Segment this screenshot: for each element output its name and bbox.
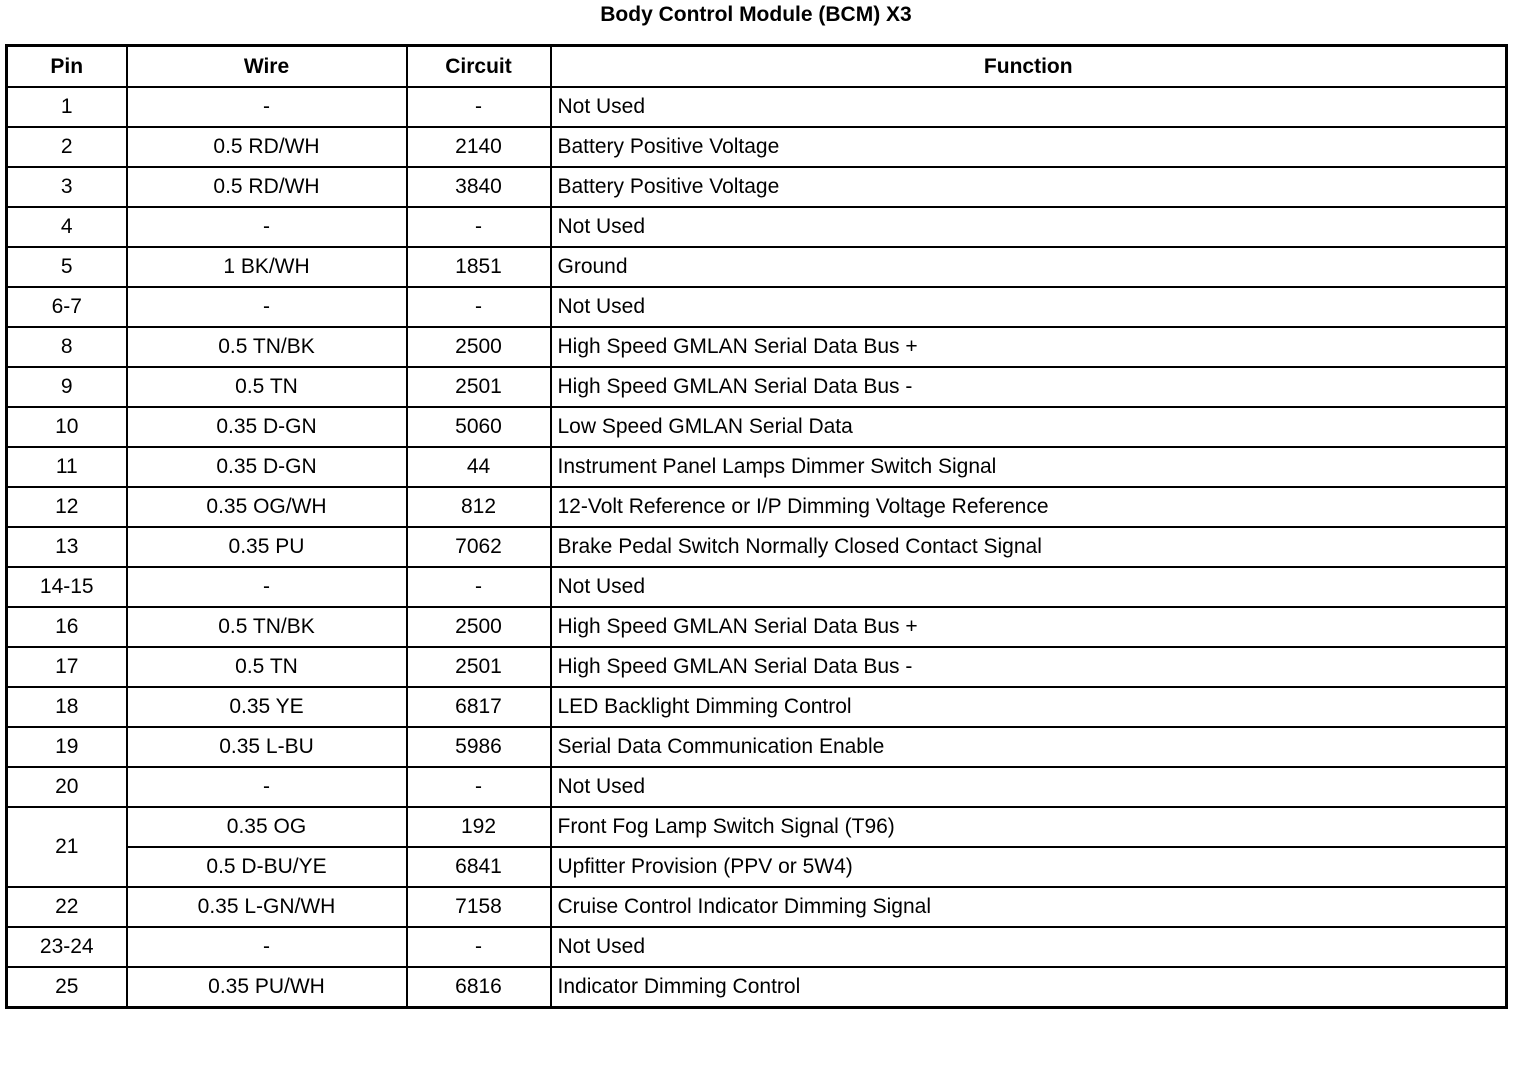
pin-cell: 1 bbox=[7, 87, 127, 127]
pin-cell: 6-7 bbox=[7, 287, 127, 327]
wire-cell: 0.5 TN/BK bbox=[127, 327, 407, 367]
table-row bbox=[7, 887, 1507, 927]
circuit-cell: 6841 bbox=[407, 847, 551, 887]
function-cell: Not Used bbox=[551, 87, 1507, 127]
function-cell: Low Speed GMLAN Serial Data bbox=[551, 407, 1507, 447]
wire-cell: 0.35 PU bbox=[127, 527, 407, 567]
function-cell: Brake Pedal Switch Normally Closed Contact Signal bbox=[551, 527, 1507, 567]
function-cell: High Speed GMLAN Serial Data Bus - bbox=[551, 647, 1507, 687]
pin-cell: 17 bbox=[7, 647, 127, 687]
wire-cell: 0.35 YE bbox=[127, 687, 407, 727]
circuit-cell: 2140 bbox=[407, 127, 551, 167]
pin-cell: 11 bbox=[7, 447, 127, 487]
function-cell: Serial Data Communication Enable bbox=[551, 727, 1507, 767]
pin-cell: 22 bbox=[7, 887, 127, 927]
pin-cell: 19 bbox=[7, 727, 127, 767]
table-row bbox=[7, 567, 1507, 607]
column-header-function: Function bbox=[551, 46, 1507, 88]
wire-cell: - bbox=[127, 87, 407, 127]
table-header-row bbox=[7, 46, 1507, 88]
pin-cell: 16 bbox=[7, 607, 127, 647]
circuit-cell: - bbox=[407, 287, 551, 327]
pin-cell: 12 bbox=[7, 487, 127, 527]
circuit-cell: 1851 bbox=[407, 247, 551, 287]
wire-cell: - bbox=[127, 567, 407, 607]
function-cell: Instrument Panel Lamps Dimmer Switch Signal bbox=[551, 447, 1507, 487]
function-cell: Upfitter Provision (PPV or 5W4) bbox=[551, 847, 1507, 887]
function-cell: Ground bbox=[551, 247, 1507, 287]
wire-cell: 0.5 D-BU/YE bbox=[127, 847, 407, 887]
function-cell: Indicator Dimming Control bbox=[551, 967, 1507, 1008]
pin-cell: 18 bbox=[7, 687, 127, 727]
table-row bbox=[7, 487, 1507, 527]
function-cell: 12-Volt Reference or I/P Dimming Voltage Reference bbox=[551, 487, 1507, 527]
circuit-cell: 2501 bbox=[407, 367, 551, 407]
circuit-cell: 2501 bbox=[407, 647, 551, 687]
wire-cell: 0.35 L-GN/WH bbox=[127, 887, 407, 927]
circuit-cell: 2500 bbox=[407, 327, 551, 367]
pin-cell: 14-15 bbox=[7, 567, 127, 607]
circuit-cell: 7158 bbox=[407, 887, 551, 927]
pin-cell: 4 bbox=[7, 207, 127, 247]
pin-cell: 5 bbox=[7, 247, 127, 287]
table-row bbox=[7, 807, 1507, 847]
table-row bbox=[7, 87, 1507, 127]
circuit-cell: - bbox=[407, 567, 551, 607]
circuit-cell: - bbox=[407, 767, 551, 807]
pin-cell: 13 bbox=[7, 527, 127, 567]
wire-cell: 0.5 RD/WH bbox=[127, 167, 407, 207]
circuit-cell: 5986 bbox=[407, 727, 551, 767]
pin-cell: 21 bbox=[7, 807, 127, 887]
table-row bbox=[7, 967, 1507, 1008]
column-header-pin: Pin bbox=[7, 46, 127, 88]
circuit-cell: - bbox=[407, 207, 551, 247]
wire-cell: 0.5 TN bbox=[127, 367, 407, 407]
function-cell: High Speed GMLAN Serial Data Bus - bbox=[551, 367, 1507, 407]
function-cell: Battery Positive Voltage bbox=[551, 127, 1507, 167]
function-cell: High Speed GMLAN Serial Data Bus + bbox=[551, 327, 1507, 367]
wire-cell: - bbox=[127, 927, 407, 967]
table-row bbox=[7, 407, 1507, 447]
wire-cell: 0.5 TN bbox=[127, 647, 407, 687]
wire-cell: 0.35 D-GN bbox=[127, 407, 407, 447]
circuit-cell: - bbox=[407, 87, 551, 127]
wire-cell: 0.35 D-GN bbox=[127, 447, 407, 487]
table-row bbox=[7, 207, 1507, 247]
function-cell: Not Used bbox=[551, 767, 1507, 807]
function-cell: LED Backlight Dimming Control bbox=[551, 687, 1507, 727]
table-row bbox=[7, 847, 1507, 887]
table-row bbox=[7, 287, 1507, 327]
table-row bbox=[7, 767, 1507, 807]
function-cell: Front Fog Lamp Switch Signal (T96) bbox=[551, 807, 1507, 847]
wire-cell: 0.5 RD/WH bbox=[127, 127, 407, 167]
pin-cell: 23-24 bbox=[7, 927, 127, 967]
circuit-cell: 192 bbox=[407, 807, 551, 847]
circuit-cell: - bbox=[407, 927, 551, 967]
table-row bbox=[7, 327, 1507, 367]
function-cell: Not Used bbox=[551, 207, 1507, 247]
pinout-table bbox=[5, 44, 1508, 1009]
table-row bbox=[7, 167, 1507, 207]
pin-cell: 25 bbox=[7, 967, 127, 1008]
circuit-cell: 812 bbox=[407, 487, 551, 527]
table-body bbox=[7, 87, 1507, 1008]
page-title: Body Control Module (BCM) X3 bbox=[600, 3, 912, 26]
pin-cell: 8 bbox=[7, 327, 127, 367]
circuit-cell: 44 bbox=[407, 447, 551, 487]
circuit-cell: 2500 bbox=[407, 607, 551, 647]
table-row bbox=[7, 647, 1507, 687]
function-cell: Not Used bbox=[551, 927, 1507, 967]
table-row bbox=[7, 247, 1507, 287]
wire-cell: - bbox=[127, 767, 407, 807]
wire-cell: - bbox=[127, 207, 407, 247]
pin-cell: 2 bbox=[7, 127, 127, 167]
table-row bbox=[7, 687, 1507, 727]
circuit-cell: 6816 bbox=[407, 967, 551, 1008]
column-header-wire: Wire bbox=[127, 46, 407, 88]
circuit-cell: 5060 bbox=[407, 407, 551, 447]
wire-cell: 0.35 OG/WH bbox=[127, 487, 407, 527]
table-row bbox=[7, 527, 1507, 567]
column-header-circuit: Circuit bbox=[407, 46, 551, 88]
pin-cell: 10 bbox=[7, 407, 127, 447]
circuit-cell: 7062 bbox=[407, 527, 551, 567]
wire-cell: 0.35 L-BU bbox=[127, 727, 407, 767]
function-cell: High Speed GMLAN Serial Data Bus + bbox=[551, 607, 1507, 647]
pin-cell: 20 bbox=[7, 767, 127, 807]
pin-cell: 9 bbox=[7, 367, 127, 407]
function-cell: Not Used bbox=[551, 567, 1507, 607]
wire-cell: - bbox=[127, 287, 407, 327]
function-cell: Not Used bbox=[551, 287, 1507, 327]
pin-cell: 3 bbox=[7, 167, 127, 207]
circuit-cell: 3840 bbox=[407, 167, 551, 207]
table-row bbox=[7, 367, 1507, 407]
function-cell: Battery Positive Voltage bbox=[551, 167, 1507, 207]
table-row bbox=[7, 447, 1507, 487]
table-row bbox=[7, 727, 1507, 767]
wire-cell: 0.35 OG bbox=[127, 807, 407, 847]
circuit-cell: 6817 bbox=[407, 687, 551, 727]
wire-cell: 0.5 TN/BK bbox=[127, 607, 407, 647]
function-cell: Cruise Control Indicator Dimming Signal bbox=[551, 887, 1507, 927]
table-row bbox=[7, 127, 1507, 167]
wire-cell: 1 BK/WH bbox=[127, 247, 407, 287]
table-row bbox=[7, 607, 1507, 647]
wire-cell: 0.35 PU/WH bbox=[127, 967, 407, 1008]
table-row bbox=[7, 927, 1507, 967]
